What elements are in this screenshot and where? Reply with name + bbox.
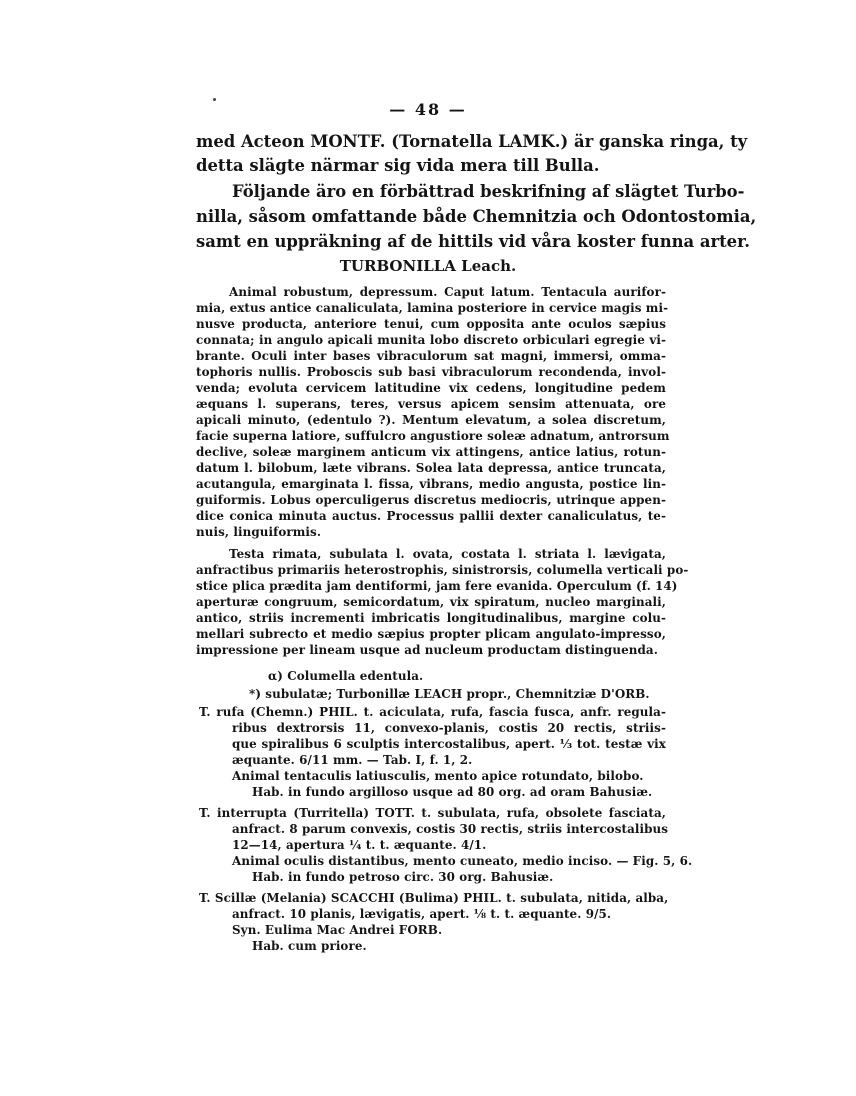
shell-line-4: aperturæ congruum, semicordatum, vix spiratum, nucleo marginali, <box>196 595 666 609</box>
species-rufa-line-4: æquante. 6/11 mm. — Tab. I, f. 1, 2. <box>232 753 473 767</box>
animal-line-6: tophoris nullis. Proboscis sub basi vibraculorum recondenda, invol- <box>196 365 666 379</box>
animal-line-11: declive, soleæ marginem anticum vix attingens, antice latius, rotun- <box>196 445 666 459</box>
species-scillae-line-4: Hab. cum priore. <box>252 939 367 953</box>
animal-line-7: venda; evoluta cervicem latitudine vix cedens, longitudine pedem <box>196 381 666 395</box>
subsection-subulatae: *) subulatæ; Turbonillæ LEACH propr., Chemnitziæ D'ORB. <box>249 687 650 701</box>
species-interrupta-line-3: 12—14, apertura ¼ t. t. æquante. 4/1. <box>232 838 487 852</box>
intro-line-5: samt en uppräkning af de hittils vid våra koster funna arter. <box>196 232 750 251</box>
species-interrupta-line-4: Animal oculis distantibus, mento cuneato, medio inciso. — Fig. 5, 6. <box>232 854 693 868</box>
species-scillae-line-3: Syn. Eulima Mac Andrei FORB. <box>232 923 443 937</box>
intro-line-2: detta slägte närmar sig vida mera till Bulla. <box>196 156 600 175</box>
species-rufa-line-3: que spiralibus 6 sculptis intercostalibus, apert. ⅓ tot. testæ vix <box>232 737 666 751</box>
animal-line-10: facie superna latiore, suffulcro angustiore soleæ adnatum, antrorsum <box>196 429 670 443</box>
animal-line-8: æquans l. superans, teres, versus apicem sensim attenuata, ore <box>196 397 666 411</box>
animal-line-1: Animal robustum, depressum. Caput latum. Tentacula aurifor- <box>229 285 666 299</box>
shell-line-3: stice plica prædita jam dentiformi, jam fere evanida. Operculum (f. 14) <box>196 579 678 593</box>
intro-line-4: nilla, såsom omfattande både Chemnitzia och Odontostomia, <box>196 207 757 226</box>
intro-line-1: med Acteon MONTF. (Tornatella LAMK.) är ganska ringa, ty <box>196 132 748 151</box>
species-interrupta-line-2: anfract. 8 parum convexis, costis 30 rectis, striis intercostalibus <box>232 822 669 836</box>
species-interrupta-line-1: T. interrupta (Turritella) TOTT. t. subulata, rufa, obsolete fasciata, <box>199 806 666 820</box>
section-alpha: α) Columella edentula. <box>268 669 424 683</box>
genus-heading: TURBONILLA Leach. <box>339 257 517 275</box>
animal-line-12: datum l. bilobum, læte vibrans. Solea lata depressa, antice truncata, <box>196 461 666 475</box>
shell-line-5: antico, striis incrementi imbricatis longitudinalibus, margine colu- <box>196 611 666 625</box>
species-rufa-line-1: T. rufa (Chemn.) PHIL. t. aciculata, rufa, fascia fusca, anfr. regula- <box>199 705 666 719</box>
animal-line-2: mia, extus antice canaliculata, lamina posteriore in cervice magis mi- <box>196 301 669 315</box>
shell-line-2: anfractibus primariis heterostrophis, sinistrorsis, columella verticali po- <box>196 563 689 577</box>
shell-line-1: Testa rimata, subulata l. ovata, costata l. striata l. lævigata, <box>229 547 666 561</box>
species-interrupta-line-5: Hab. in fundo petroso circ. 30 org. Bahusiæ. <box>252 870 554 884</box>
species-rufa-line-2: ribus dextrorsis 11, convexo-planis, costis 20 rectis, striis- <box>232 721 666 735</box>
animal-line-15: dice conica minuta auctus. Processus pallii dexter canaliculatus, te- <box>196 509 666 523</box>
species-rufa-line-6: Hab. in fundo argilloso usque ad 80 org. ad oram Bahusiæ. <box>252 785 653 799</box>
intro-line-3: Följande äro en förbättrad beskrifning af slägtet Turbo- <box>232 182 745 201</box>
animal-line-5: brante. Oculi inter bases vibraculorum sat magni, immersi, omma- <box>196 349 666 363</box>
page-number: — 48 — <box>389 100 467 119</box>
animal-line-13: acutangula, emarginata l. fissa, vibrans, medio angusta, postice lin- <box>196 477 666 491</box>
shell-line-6: mellari subrecto et medio sæpius propter plicam angulato-impresso, <box>196 627 666 641</box>
animal-line-3: nusve producta, anteriore tenui, cum opposita ante oculos sæpius <box>196 317 666 331</box>
animal-line-4: connata; in angulo apicali munita lobo discreto orbiculari egregie vi- <box>196 333 666 347</box>
animal-line-16: nuis, linguiformis. <box>196 525 322 539</box>
shell-line-7: impressione per lineam usque ad nucleum productam distinguenda. <box>196 643 658 657</box>
animal-line-14: guiformis. Lobus operculigerus discretus mediocris, utrinque appen- <box>196 493 666 507</box>
animal-line-9: apicali minuto, (edentulo ?). Mentum elevatum, a solea discretum, <box>196 413 666 427</box>
species-scillae-line-1: T. Scillæ (Melania) SCACCHI (Bulima) PHIL. t. subulata, nitida, alba, <box>199 891 669 905</box>
species-scillae-line-2: anfract. 10 planis, lævigatis, apert. ⅛ t. t. æquante. 9/5. <box>232 907 612 921</box>
species-rufa-line-5: Animal tentaculis latiusculis, mento apice rotundato, bilobo. <box>232 769 644 783</box>
